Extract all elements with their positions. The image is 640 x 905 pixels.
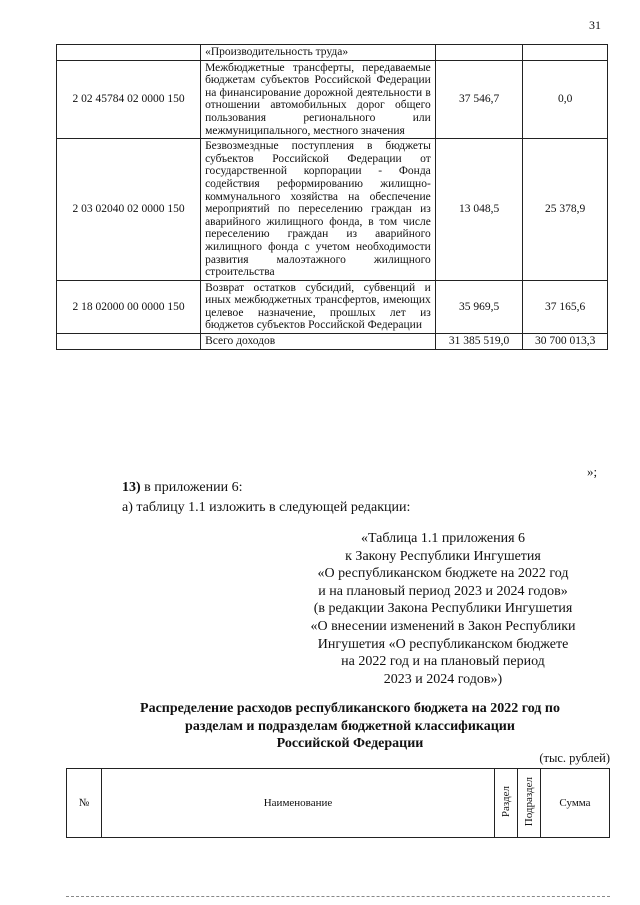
cell-value-2024: 0,0 <box>523 60 608 139</box>
cell-value-2023: 31 385 519,0 <box>435 334 523 350</box>
column-name: Наименование <box>102 769 495 838</box>
cell-code: 2 02 45784 02 0000 150 <box>57 60 201 139</box>
cell-value-2024 <box>523 45 608 61</box>
column-subsection-label: Подраздел <box>523 776 535 827</box>
cell-value-2023: 35 969,5 <box>435 280 523 333</box>
cell-description: Возврат остатков субсидий, субвенций и иных межбюджетных трансфертов, имеющих целевое назначение, прошлых лет из бюджетов субъектов Российской Федерации <box>201 280 436 333</box>
header-line: «О республиканском бюджете на 2022 год <box>317 566 569 582</box>
cell-description: Межбюджетные трансферты, передаваемые бюджетам субъектов Российской Федерации на финансирование дорожной деятельности в отношении автомобильных дорог общего пользования регионального или межмуниципального, местного значения <box>201 60 436 139</box>
cell-value-2023 <box>435 45 523 61</box>
document-title <box>100 700 600 753</box>
page-bottom-edge <box>66 896 610 897</box>
paragraph-a: а) таблицу 1.1 изложить в следующей редакции: <box>122 500 411 515</box>
column-sum: Сумма <box>541 769 610 838</box>
table-row <box>57 334 608 350</box>
cell-code <box>57 334 201 350</box>
quote-end: »; <box>587 464 598 479</box>
cell-code: 2 18 02000 00 0000 150 <box>57 280 201 333</box>
cell-value-2024: 25 378,9 <box>523 139 608 281</box>
paragraph-13-number: 13) <box>122 480 141 495</box>
cell-description: Всего доходов <box>201 334 436 350</box>
expenditure-table-header <box>66 768 610 838</box>
cell-description: «Производительность труда» <box>201 45 436 61</box>
header-line: на 2022 год и на плановый период <box>341 654 545 670</box>
cell-value-2023: 37 546,7 <box>435 60 523 139</box>
table-row <box>57 139 608 281</box>
cell-value-2024: 37 165,6 <box>523 280 608 333</box>
column-subsection <box>518 769 541 838</box>
header-line: (в редакции Закона Республики Ингушетия <box>313 601 573 617</box>
cell-value-2024: 30 700 013,3 <box>523 334 608 350</box>
title-line: Российской Федерации <box>276 736 424 752</box>
cell-description: Безвозмездные поступления в бюджеты субъектов Российской Федерации от государственной корпорации - Фонда содействия реформированию жилищно-коммунального хозяйства на обеспечение мероприятий по переселению граждан из аварийного жилищного фонда, в том числе переселению граждан из аварийного жилищного фонда с учетом необходимости развития малоэтажного жилищного строительства <box>201 139 436 281</box>
column-section <box>495 769 518 838</box>
column-number: № <box>67 769 102 838</box>
paragraph-13-text: в приложении 6: <box>140 480 243 495</box>
cell-code <box>57 45 201 61</box>
column-section-label: Раздел <box>500 785 512 818</box>
units-label: (тыс. рублей) <box>539 751 610 765</box>
title-line: разделам и подразделам бюджетной классификации <box>185 718 515 734</box>
paragraph-13 <box>122 480 242 496</box>
title-line: Распределение расходов республиканского бюджета на 2022 год по <box>140 701 560 716</box>
table-row <box>57 280 608 333</box>
header-line: 2023 и 2024 годов») <box>383 671 503 687</box>
header-line: и на плановый период 2023 и 2024 годов» <box>318 583 568 599</box>
header-line: «О внесении изменений в Закон Республики <box>310 618 576 634</box>
page-number: 31 <box>589 18 601 32</box>
table-reference-header <box>278 530 608 688</box>
header-line: к Закону Республики Ингушетия <box>345 548 541 564</box>
header-line: «Таблица 1.1 приложения 6 <box>360 531 526 546</box>
cell-code: 2 03 02040 02 0000 150 <box>57 139 201 281</box>
table-row <box>57 60 608 139</box>
header-line: Ингушетия «О республиканском бюджете <box>317 636 569 652</box>
table-row <box>57 45 608 61</box>
revenue-table <box>56 44 608 350</box>
cell-value-2023: 13 048,5 <box>435 139 523 281</box>
